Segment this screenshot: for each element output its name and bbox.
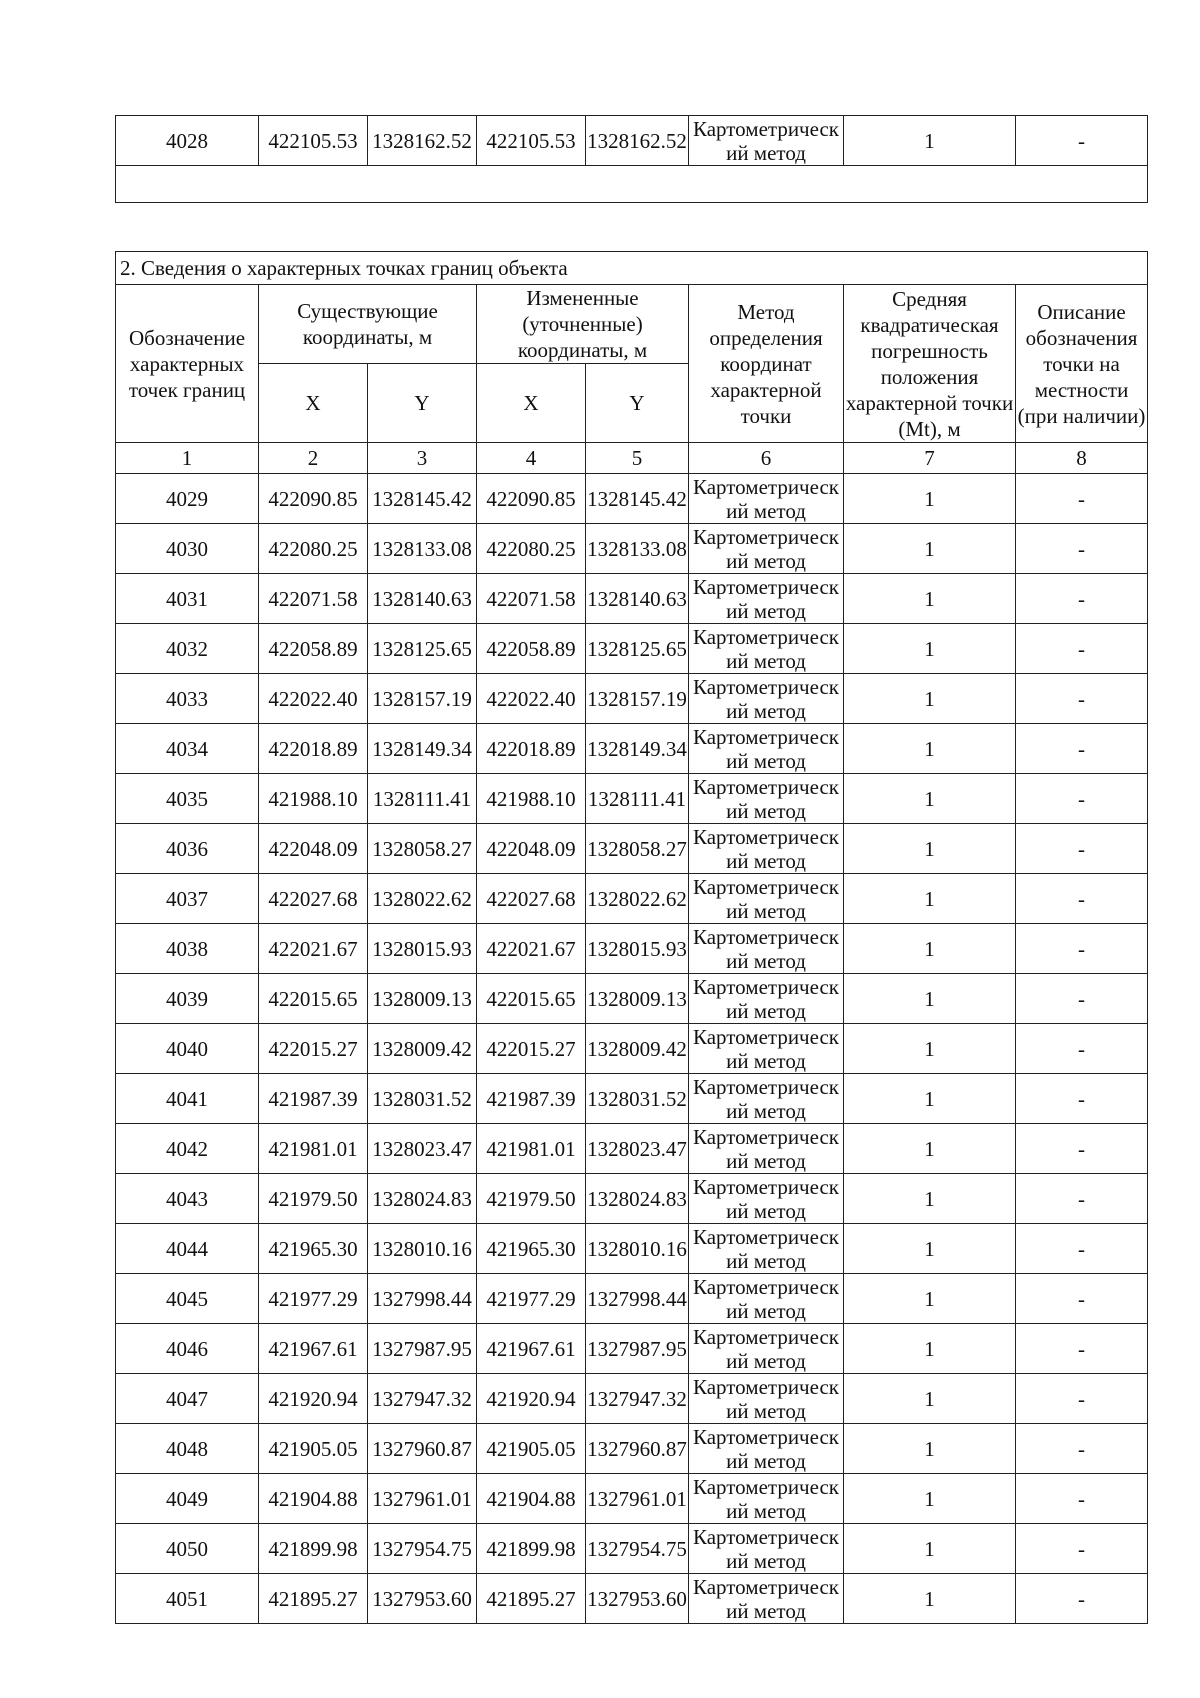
changed-x: 421905.05 <box>477 1424 586 1474</box>
changed-x: 422090.85 <box>477 474 586 524</box>
mt-cell: 1 <box>844 1274 1016 1324</box>
header-mt: Средняя квадратическая погрешность положения характерной точки (Mt), м <box>844 285 1016 443</box>
method-cell: Картометрический метод <box>689 1474 844 1524</box>
existing-y: 1328009.13 <box>368 974 477 1024</box>
point-id: 4028 <box>116 116 259 166</box>
method-cell: Картометрический метод <box>689 1174 844 1224</box>
point-id: 4035 <box>116 774 259 824</box>
header-method: Метод определения координат характерной точки <box>689 285 844 443</box>
header-y-changed: Y <box>586 364 689 443</box>
changed-y: 1328009.42 <box>586 1024 689 1074</box>
method-cell: Картометрический метод <box>689 824 844 874</box>
changed-x: 421979.50 <box>477 1174 586 1224</box>
table-row <box>116 1374 1148 1424</box>
changed-y: 1327998.44 <box>586 1274 689 1324</box>
method-cell: Картометрический метод <box>689 524 844 574</box>
existing-x: 421920.94 <box>259 1374 368 1424</box>
changed-x: 422027.68 <box>477 874 586 924</box>
desc-cell: - <box>1016 116 1148 166</box>
method-cell: Картометрический метод <box>689 1324 844 1374</box>
desc-cell: - <box>1016 774 1148 824</box>
mt-cell: 1 <box>844 524 1016 574</box>
method-cell: Картометрический метод <box>689 1224 844 1274</box>
changed-x: 422015.65 <box>477 974 586 1024</box>
existing-x: 422058.89 <box>259 624 368 674</box>
method-cell: Картометрический метод <box>689 474 844 524</box>
existing-y: 1327987.95 <box>368 1324 477 1374</box>
desc-cell: - <box>1016 1324 1148 1374</box>
existing-x: 422048.09 <box>259 824 368 874</box>
method-cell: Картометрический метод <box>689 1424 844 1474</box>
existing-x: 422027.68 <box>259 874 368 924</box>
table-row <box>116 924 1148 974</box>
existing-x: 421967.61 <box>259 1324 368 1374</box>
desc-cell: - <box>1016 1424 1148 1474</box>
changed-x: 421965.30 <box>477 1224 586 1274</box>
point-id: 4042 <box>116 1124 259 1174</box>
table-row <box>116 1274 1148 1324</box>
desc-cell: - <box>1016 474 1148 524</box>
table-row <box>116 1424 1148 1474</box>
changed-y: 1327961.01 <box>586 1474 689 1524</box>
existing-y: 1328162.52 <box>368 116 477 166</box>
existing-y: 1328009.42 <box>368 1024 477 1074</box>
changed-x: 422071.58 <box>477 574 586 624</box>
changed-x: 421920.94 <box>477 1374 586 1424</box>
desc-cell: - <box>1016 1574 1148 1624</box>
mt-cell: 1 <box>844 1524 1016 1574</box>
existing-x: 422022.40 <box>259 674 368 724</box>
point-id: 4040 <box>116 1024 259 1074</box>
changed-y: 1328145.42 <box>586 474 689 524</box>
existing-y: 1328125.65 <box>368 624 477 674</box>
changed-y: 1327987.95 <box>586 1324 689 1374</box>
column-number: 5 <box>586 443 689 474</box>
changed-y: 1328149.34 <box>586 724 689 774</box>
method-cell: Картометрический метод <box>689 1124 844 1174</box>
table-row <box>116 1574 1148 1624</box>
point-id: 4043 <box>116 1174 259 1224</box>
changed-y: 1328010.16 <box>586 1224 689 1274</box>
point-id: 4046 <box>116 1324 259 1374</box>
header-changed-coords: Измененные (уточненные) координаты, м <box>477 285 689 364</box>
changed-x: 421904.88 <box>477 1474 586 1524</box>
existing-x: 421988.10 <box>259 774 368 824</box>
desc-cell: - <box>1016 974 1148 1024</box>
existing-y: 1328133.08 <box>368 524 477 574</box>
existing-x: 422018.89 <box>259 724 368 774</box>
existing-y: 1328058.27 <box>368 824 477 874</box>
mt-cell: 1 <box>844 1574 1016 1624</box>
existing-x: 421977.29 <box>259 1274 368 1324</box>
point-id: 4051 <box>116 1574 259 1624</box>
mt-cell: 1 <box>844 474 1016 524</box>
existing-x: 422071.58 <box>259 574 368 624</box>
table-row <box>116 1124 1148 1174</box>
mt-cell: 1 <box>844 574 1016 624</box>
changed-x: 421981.01 <box>477 1124 586 1174</box>
changed-y: 1328133.08 <box>586 524 689 574</box>
existing-y: 1328157.19 <box>368 674 477 724</box>
changed-x: 422021.67 <box>477 924 586 974</box>
changed-x: 421977.29 <box>477 1274 586 1324</box>
header-point-designation: Обозначение характерных точек границ <box>116 285 259 443</box>
existing-y: 1327998.44 <box>368 1274 477 1324</box>
changed-y: 1328058.27 <box>586 824 689 874</box>
existing-y: 1328023.47 <box>368 1124 477 1174</box>
desc-cell: - <box>1016 524 1148 574</box>
existing-x: 421905.05 <box>259 1424 368 1474</box>
mt-cell: 1 <box>844 1074 1016 1124</box>
method-cell: Картометрический метод <box>689 1524 844 1574</box>
method-cell: Картометрический метод <box>689 874 844 924</box>
changed-x: 421987.39 <box>477 1074 586 1124</box>
changed-y: 1328140.63 <box>586 574 689 624</box>
changed-x: 422015.27 <box>477 1024 586 1074</box>
method-cell: Картометрический метод <box>689 724 844 774</box>
table-row <box>116 774 1148 824</box>
point-id: 4048 <box>116 1424 259 1474</box>
point-id: 4033 <box>116 674 259 724</box>
changed-y: 1327960.87 <box>586 1424 689 1474</box>
existing-y: 1327953.60 <box>368 1574 477 1624</box>
point-id: 4039 <box>116 974 259 1024</box>
changed-x: 421988.10 <box>477 774 586 824</box>
table-row <box>116 474 1148 524</box>
desc-cell: - <box>1016 1274 1148 1324</box>
changed-x: 422048.09 <box>477 824 586 874</box>
table-row <box>116 1174 1148 1224</box>
changed-y: 1328009.13 <box>586 974 689 1024</box>
desc-cell: - <box>1016 624 1148 674</box>
point-id: 4045 <box>116 1274 259 1324</box>
existing-x: 421965.30 <box>259 1224 368 1274</box>
point-id: 4034 <box>116 724 259 774</box>
column-number: 7 <box>844 443 1016 474</box>
method-cell: Картометрический метод <box>689 1574 844 1624</box>
existing-y: 1327947.32 <box>368 1374 477 1424</box>
point-id: 4029 <box>116 474 259 524</box>
boundary-points-table <box>115 251 1148 1624</box>
changed-x: 421967.61 <box>477 1324 586 1374</box>
mt-cell: 1 <box>844 724 1016 774</box>
method-cell: Картометрический метод <box>689 116 844 166</box>
table-row <box>116 1224 1148 1274</box>
method-cell: Картометрический метод <box>689 974 844 1024</box>
header-x-changed: X <box>477 364 586 443</box>
desc-cell: - <box>1016 1374 1148 1424</box>
desc-cell: - <box>1016 1124 1148 1174</box>
existing-x: 421895.27 <box>259 1574 368 1624</box>
mt-cell: 1 <box>844 1224 1016 1274</box>
existing-y: 1328149.34 <box>368 724 477 774</box>
changed-x: 422080.25 <box>477 524 586 574</box>
point-id: 4038 <box>116 924 259 974</box>
existing-y: 1328031.52 <box>368 1074 477 1124</box>
mt-cell: 1 <box>844 974 1016 1024</box>
changed-y: 1328162.52 <box>586 116 689 166</box>
method-cell: Картометрический метод <box>689 624 844 674</box>
desc-cell: - <box>1016 1474 1148 1524</box>
column-number: 8 <box>1016 443 1148 474</box>
desc-cell: - <box>1016 824 1148 874</box>
method-cell: Картометрический метод <box>689 1074 844 1124</box>
desc-cell: - <box>1016 1524 1148 1574</box>
method-cell: Картометрический метод <box>689 1024 844 1074</box>
desc-cell: - <box>1016 1174 1148 1224</box>
mt-cell: 1 <box>844 1374 1016 1424</box>
mt-cell: 1 <box>844 1124 1016 1174</box>
method-cell: Картометрический метод <box>689 774 844 824</box>
column-number: 4 <box>477 443 586 474</box>
method-cell: Картометрический метод <box>689 1274 844 1324</box>
changed-x: 422018.89 <box>477 724 586 774</box>
changed-y: 1328111.41 <box>586 774 689 824</box>
existing-x: 422080.25 <box>259 524 368 574</box>
table-row <box>116 974 1148 1024</box>
table-row <box>116 1024 1148 1074</box>
mt-cell: 1 <box>844 874 1016 924</box>
existing-y: 1328022.62 <box>368 874 477 924</box>
existing-y: 1328024.83 <box>368 1174 477 1224</box>
table-row <box>116 1524 1148 1574</box>
changed-y: 1327947.32 <box>586 1374 689 1424</box>
existing-y: 1328015.93 <box>368 924 477 974</box>
changed-y: 1328157.19 <box>586 674 689 724</box>
mt-cell: 1 <box>844 924 1016 974</box>
existing-x: 421899.98 <box>259 1524 368 1574</box>
existing-y: 1328145.42 <box>368 474 477 524</box>
changed-y: 1328023.47 <box>586 1124 689 1174</box>
existing-x: 422015.65 <box>259 974 368 1024</box>
table-row <box>116 1474 1148 1524</box>
point-id: 4049 <box>116 1474 259 1524</box>
mt-cell: 1 <box>844 824 1016 874</box>
mt-cell: 1 <box>844 624 1016 674</box>
mt-cell: 1 <box>844 1024 1016 1074</box>
changed-x: 421895.27 <box>477 1574 586 1624</box>
point-id: 4030 <box>116 524 259 574</box>
changed-y: 1328024.83 <box>586 1174 689 1224</box>
existing-y: 1328010.16 <box>368 1224 477 1274</box>
header-description: Описание обозначения точки на местности (при наличии) <box>1016 285 1148 443</box>
table-row <box>116 874 1148 924</box>
mt-cell: 1 <box>844 774 1016 824</box>
existing-x: 421981.01 <box>259 1124 368 1174</box>
existing-y: 1327961.01 <box>368 1474 477 1524</box>
table-row <box>116 1074 1148 1124</box>
table-row <box>116 724 1148 774</box>
header-existing-coords: Существующие координаты, м <box>259 285 477 364</box>
changed-y: 1327954.75 <box>586 1524 689 1574</box>
header-y-existing: Y <box>368 364 477 443</box>
changed-x: 422058.89 <box>477 624 586 674</box>
mt-cell: 1 <box>844 1474 1016 1524</box>
table-row <box>116 574 1148 624</box>
column-number: 3 <box>368 443 477 474</box>
table-row <box>116 674 1148 724</box>
table-row <box>116 1324 1148 1374</box>
table-row <box>116 524 1148 574</box>
existing-y: 1328140.63 <box>368 574 477 624</box>
existing-x: 422021.67 <box>259 924 368 974</box>
continuation-table <box>115 115 1148 203</box>
existing-x: 421904.88 <box>259 1474 368 1524</box>
desc-cell: - <box>1016 1024 1148 1074</box>
existing-x: 421979.50 <box>259 1174 368 1224</box>
desc-cell: - <box>1016 874 1148 924</box>
table-row <box>116 824 1148 874</box>
changed-x: 422022.40 <box>477 674 586 724</box>
desc-cell: - <box>1016 924 1148 974</box>
point-id: 4031 <box>116 574 259 624</box>
column-number: 6 <box>689 443 844 474</box>
existing-y: 1327960.87 <box>368 1424 477 1474</box>
changed-y: 1328015.93 <box>586 924 689 974</box>
header-x-existing: X <box>259 364 368 443</box>
changed-y: 1328125.65 <box>586 624 689 674</box>
existing-x: 422105.53 <box>259 116 368 166</box>
method-cell: Картометрический метод <box>689 924 844 974</box>
column-number-row <box>116 443 1148 474</box>
changed-x: 422105.53 <box>477 116 586 166</box>
table-row <box>116 624 1148 674</box>
desc-cell: - <box>1016 574 1148 624</box>
mt-cell: 1 <box>844 1174 1016 1224</box>
changed-y: 1328031.52 <box>586 1074 689 1124</box>
point-id: 4041 <box>116 1074 259 1124</box>
column-number: 2 <box>259 443 368 474</box>
table-row <box>116 116 1148 166</box>
existing-x: 422090.85 <box>259 474 368 524</box>
point-id: 4032 <box>116 624 259 674</box>
point-id: 4050 <box>116 1524 259 1574</box>
changed-y: 1328022.62 <box>586 874 689 924</box>
mt-cell: 1 <box>844 1424 1016 1474</box>
method-cell: Картометрический метод <box>689 574 844 624</box>
existing-y: 1328111.41 <box>368 774 477 824</box>
point-id: 4036 <box>116 824 259 874</box>
empty-row <box>116 166 1148 203</box>
existing-x: 421987.39 <box>259 1074 368 1124</box>
existing-x: 422015.27 <box>259 1024 368 1074</box>
desc-cell: - <box>1016 1074 1148 1124</box>
point-id: 4044 <box>116 1224 259 1274</box>
point-id: 4047 <box>116 1374 259 1424</box>
section-title: 2. Сведения о характерных точках границ объекта <box>116 252 1148 285</box>
mt-cell: 1 <box>844 116 1016 166</box>
desc-cell: - <box>1016 1224 1148 1274</box>
desc-cell: - <box>1016 674 1148 724</box>
column-number: 1 <box>116 443 259 474</box>
method-cell: Картометрический метод <box>689 674 844 724</box>
mt-cell: 1 <box>844 674 1016 724</box>
point-id: 4037 <box>116 874 259 924</box>
mt-cell: 1 <box>844 1324 1016 1374</box>
changed-x: 421899.98 <box>477 1524 586 1574</box>
desc-cell: - <box>1016 724 1148 774</box>
method-cell: Картометрический метод <box>689 1374 844 1424</box>
changed-y: 1327953.60 <box>586 1574 689 1624</box>
existing-y: 1327954.75 <box>368 1524 477 1574</box>
